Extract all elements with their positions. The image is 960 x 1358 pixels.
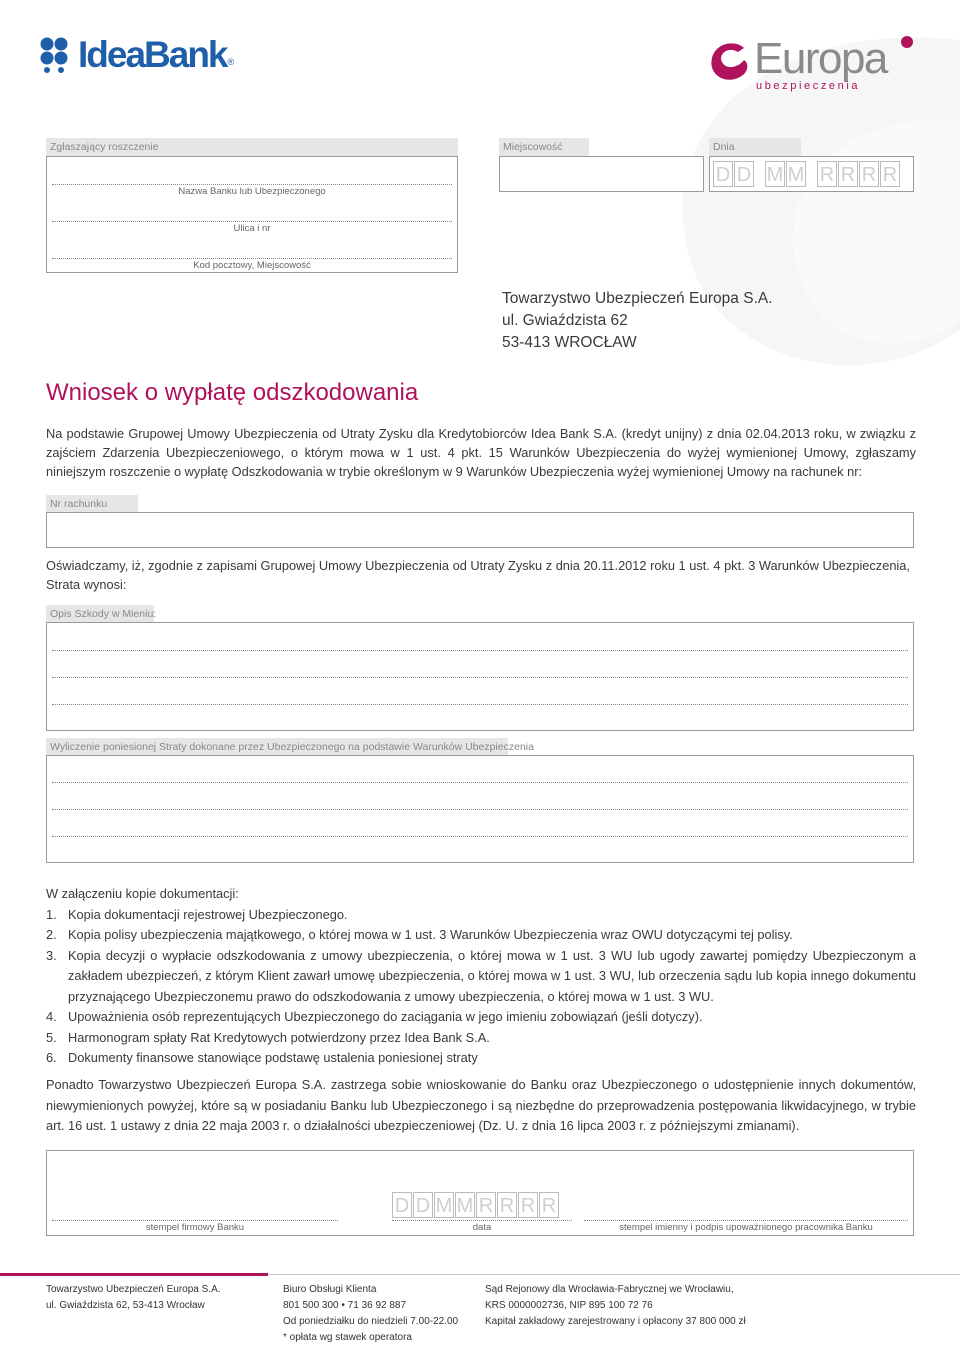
date-label: Dnia: [709, 138, 801, 156]
attachments-section: [46, 884, 916, 1069]
date-cell: M: [786, 161, 806, 187]
calculation-label: Wyliczenie poniesionej Straty dokonane przez Ubezpieczonego na podstawie Warunków Ubezpieczenia: [46, 738, 508, 756]
list-item: 4. Upoważnienia osób reprezentujących Ubezpieczonego do zaciągania w jego imieniu zobowiązań (jeśli dotyczy).: [46, 1009, 703, 1024]
damage-line-1: [52, 650, 908, 651]
claimant-line-2: [52, 221, 452, 222]
list-item: 1. Kopia dokumentacji rejestrowej Ubezpieczonego.: [46, 906, 348, 922]
list-item: 2. Kopia polisy ubezpieczenia majątkowego, o której mowa w 1 ust. 3 Warunków Ubezpieczenia wraz OWU dotyczącymi tej polisy.: [46, 927, 793, 942]
claimant-line-3-caption: Kod pocztowy, Miejscowość: [193, 260, 311, 271]
statement-paragraph: Oświadczamy, iż, zgodnie z zapisami Grupowej Umowy Ubezpieczenia od Utraty Zysku z dnia 20.11.2012 roku 1 ust. 4 pkt. 3 Warunków Ubezpieczenia, Strata wynosi:: [46, 558, 910, 592]
place-label: Miejscowość: [499, 138, 589, 156]
footer-company-address: ul. Gwiaździsta 62, 53-413 Wrocław: [46, 1300, 205, 1311]
claimant-line-1: [52, 184, 452, 185]
claimant-label: Zgłaszający roszczenie: [46, 138, 458, 156]
date-cell: D: [734, 161, 754, 187]
europa-logo: [708, 34, 920, 92]
footer-company: [46, 1282, 221, 1314]
footer-registration: [485, 1282, 746, 1330]
footer-court: Sąd Rejonowy dla Wrocławia-Fabrycznej we Wrocławiu,: [485, 1284, 734, 1295]
calculation-line-2: [52, 809, 908, 810]
claimant-box[interactable]: [46, 156, 458, 273]
footer-company-name: Towarzystwo Ubezpieczeń Europa S.A.: [46, 1284, 221, 1295]
damage-line-2: [52, 677, 908, 678]
footer-service-title: Biuro Obsługi Klienta: [283, 1284, 377, 1295]
date-cell: R: [838, 161, 858, 187]
claimant-line-1-caption: Nazwa Banku lub Ubezpieczonego: [178, 186, 326, 197]
footer-krs-nip: KRS 0000002736, NIP 895 100 72 76: [485, 1300, 653, 1311]
idea-bank-wordmark: IdeaBank: [78, 34, 227, 75]
stamp-line: [52, 1220, 338, 1221]
signature-date-cells: [392, 1192, 560, 1218]
date-cell: D: [713, 161, 733, 187]
attachments-heading: W załączeniu kopie dokumentacji:: [46, 886, 239, 901]
date-cell: M: [765, 161, 785, 187]
recipient-address: [502, 288, 773, 354]
calculation-line-3: [52, 836, 908, 837]
list-item: 5. Harmonogram spłaty Rat Kredytowych potwierdzony przez Idea Bank S.A.: [46, 1029, 490, 1045]
date-cell: R: [817, 161, 837, 187]
date-cell: R: [518, 1192, 538, 1218]
footer-service-phone: 801 500 300 • 71 36 92 887: [283, 1300, 407, 1311]
stamp-caption: stempel firmowy Banku: [145, 1222, 245, 1233]
recipient-line-3: 53-413 WROCŁAW: [502, 334, 637, 351]
recipient-line-1: Towarzystwo Ubezpieczeń Europa S.A.: [502, 290, 773, 307]
footer-service-note: * opłata wg stawek operatora: [283, 1332, 412, 1343]
date-cell: R: [476, 1192, 496, 1218]
date-cells: [713, 161, 901, 187]
date-cell: R: [859, 161, 879, 187]
date-cell: R: [880, 161, 900, 187]
footer-accent-line: [0, 1273, 268, 1276]
list-item: 6. Dokumenty finansowe stanowiące podstawę ustalenia poniesionej straty: [46, 1050, 478, 1065]
idea-bank-logo: [40, 35, 234, 75]
date-cell: M: [455, 1192, 475, 1218]
europa-swirl-icon: [708, 40, 752, 82]
claimant-line-3: [52, 258, 452, 259]
europa-subtitle: ubezpieczenia: [756, 80, 861, 92]
account-number-field[interactable]: [46, 512, 914, 548]
date-cell: R: [497, 1192, 517, 1218]
date-cell: D: [413, 1192, 433, 1218]
date-cell: M: [434, 1192, 454, 1218]
idea-bank-dots-icon: [40, 37, 76, 73]
place-field[interactable]: [499, 156, 704, 192]
registered-mark-icon: ®: [227, 57, 235, 67]
calculation-line-1: [52, 782, 908, 783]
footer-divider: [268, 1274, 960, 1275]
date-caption: data: [472, 1222, 492, 1233]
name-stamp-caption: stempel imienny i podpis upoważnionego pracownika Banku: [619, 1222, 873, 1233]
intro-paragraph: Na podstawie Grupowej Umowy Ubezpieczenia od Utraty Zysku dla Kredytobiorców Idea Bank S.A. (kredyt unijny) z dnia 02.04.2013 roku, w związku z zajściem Zdarzenia Ubezpieczeniowego, o którym mowa w 1 ust. 4 pkt. 15 Warunków Ubezpieczenia do wyżej wymienionej Umowy, zgłaszamy niniejszym roszczenie o wypłatę Odszkodowania w trybie określonym w 9 Warunków Ubezpieczenia wyżej wymienionej Umowy na rachunek nr:: [46, 426, 916, 479]
claimant-line-2-caption: Ulica i nr: [233, 223, 271, 234]
attachments-list: [46, 905, 916, 1069]
account-label: Nr rachunku: [46, 495, 138, 513]
page-title: Wniosek o wypłatę odszkodowania: [46, 379, 419, 406]
date-cell: D: [392, 1192, 412, 1218]
footer-customer-service: [283, 1282, 458, 1346]
list-item: 3. Kopia decyzji o wypłacie odszkodowania z umowy ubezpieczenia, o której mowa w 1 ust. 3 WU lub ugody zawartej pomiędzy Ubezpieczonym a zakładem ubezpieczeń, z którym Klient zawarł umowę ubezpieczenia, o której mowa w 1 ust. 3 WU, lub orzeczenia sądu lub kopia innego dokumentu przyznającego Ubezpieczonemu prawo do odszkodowania z umowy ubezpieczenia, o której mowa w 1 ust. 3 WU.: [46, 947, 916, 1004]
europa-wordmark: Europa: [754, 34, 887, 83]
date-line: [392, 1220, 572, 1221]
damage-line-3: [52, 704, 908, 705]
damage-label: Opis Szkody w Mieniu:: [46, 605, 154, 623]
additional-paragraph: Ponadto Towarzystwo Ubezpieczeń Europa S.A. zastrzega sobie wnioskowanie do Banku oraz Ubezpieczonego o udostępnienie innych dokumentów, niewymienionych powyżej, które są w posiadaniu Banku lub Ubezpieczonego i są niezbędne do przeprowadzenia postępowania likwidacyjnego, w trybie art. 16 ust. 1 ustawy z dnia 22 maja 2003 r. o działalności ubezpieczeniowej (Dz. U. z dnia 16 lipca 2003 r. z późniejszymi zmianami).: [46, 1077, 916, 1133]
europa-dot-icon: [901, 36, 913, 48]
date-cell: R: [539, 1192, 559, 1218]
recipient-line-2: ul. Gwiaździsta 62: [502, 312, 628, 329]
footer-capital: Kapitał zakładowy zarejestrowany i opłacony 37 800 000 zł: [485, 1316, 746, 1327]
name-stamp-line: [584, 1220, 908, 1221]
footer-service-hours: Od poniedziałku do niedzieli 7.00-22.00: [283, 1316, 459, 1327]
